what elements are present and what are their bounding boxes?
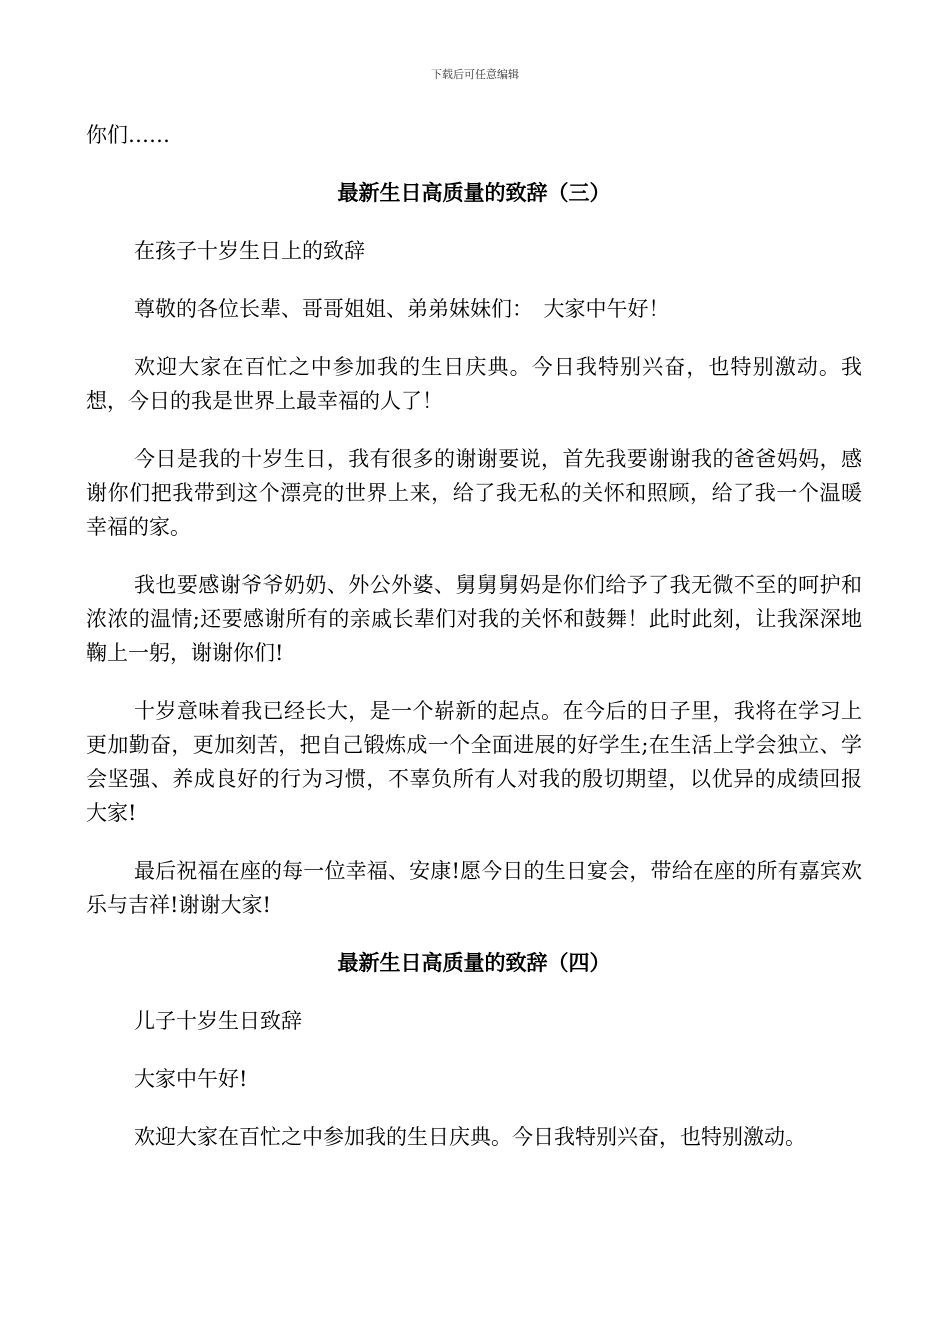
paragraph: 尊敬的各位长辈、哥哥姐姐、弟弟妹妹们： 大家中午好！ [134, 297, 670, 321]
paragraph: 我也要感谢爷爷奶奶、外公外婆、舅舅舅妈是你们给予了我无微不至的呵护和浓浓的温情;还要感谢所有的亲戚长辈们对我的关怀和鼓舞！此时此刻，让我深深地鞠上一躬，谢谢你们! [86, 573, 862, 665]
paragraph: 在孩子十岁生日上的致辞 [134, 239, 365, 263]
paragraph: 大家中午好! [134, 1067, 248, 1091]
paragraph: 欢迎大家在百忙之中参加我的生日庆典。今日我特别兴奋，也特别激动。我想，今日的我是世界上最幸福的人了！ [86, 355, 862, 413]
document-body [86, 118, 862, 1178]
paragraph: 十岁意味着我已经长大，是一个崭新的起点。在今后的日子里，我将在学习上更加勤奋，更加刻苦，把自己锻炼成一个全面进展的好学生;在生活上学会独立、学会坚强、养成良好的行为习惯，不辜负所有人对我的殷切期望，以优异的成绩回报大家! [86, 699, 862, 825]
paragraph: 最后祝福在座的每一位幸福、安康!愿今日的生日宴会，带给在座的所有嘉宾欢乐与吉祥!谢谢大家! [86, 859, 862, 917]
section-heading: 最新生日高质量的致辞（四） [337, 950, 611, 975]
page-header: 下载后可任意编辑 [431, 68, 519, 81]
paragraph: 欢迎大家在百忙之中参加我的生日庆典。今日我特别兴奋，也特别激动。 [134, 1125, 806, 1149]
paragraph: 你们…… [86, 123, 170, 147]
paragraph: 今日是我的十岁生日，我有很多的谢谢要说，首先我要谢谢我的爸爸妈妈，感谢你们把我带到这个漂亮的世界上来，给了我无私的关怀和照顾，给了我一个温暖幸福的家。 [86, 447, 862, 539]
section-heading: 最新生日高质量的致辞（三） [337, 180, 611, 205]
paragraph: 儿子十岁生日致辞 [134, 1009, 302, 1033]
